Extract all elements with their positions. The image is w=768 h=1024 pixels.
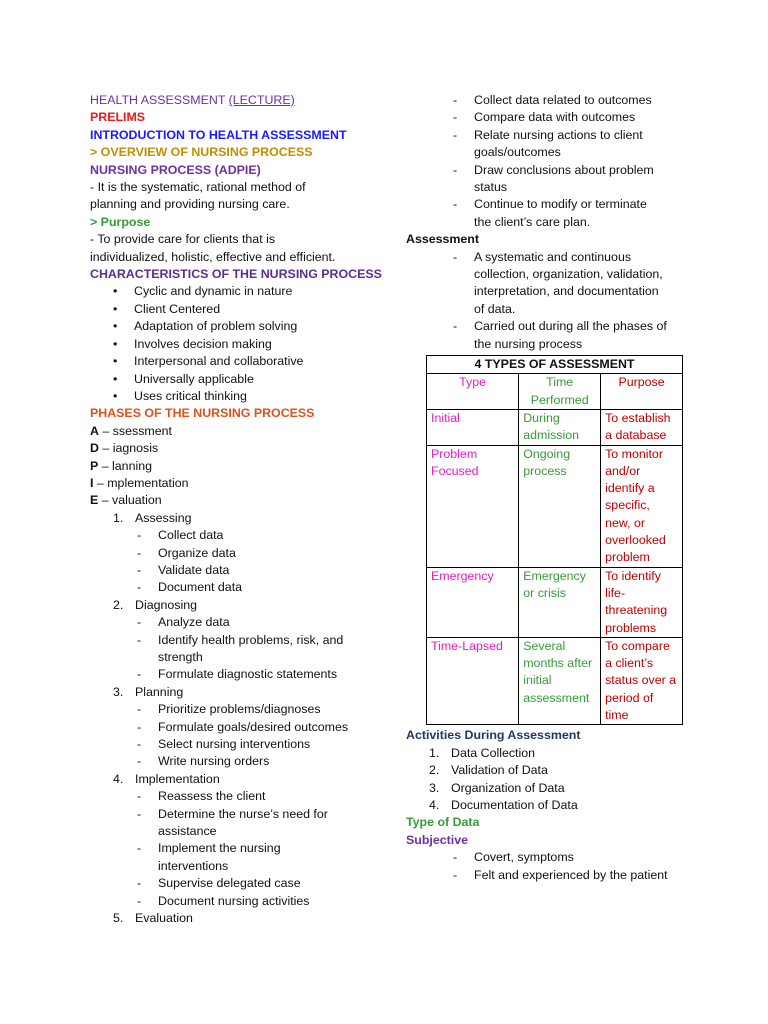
item-text: Felt and experienced by the patient: [474, 867, 668, 882]
dash-icon: -: [137, 789, 142, 804]
evaluation-item: [406, 179, 682, 196]
assessment-item: [406, 283, 682, 300]
dash-icon: -: [137, 632, 142, 647]
phases-list: [90, 510, 390, 928]
right-column: [406, 92, 682, 884]
assessment-item: [406, 249, 682, 266]
item-text: Assessing: [135, 510, 192, 525]
activity-number: 2.: [429, 763, 440, 778]
bullet-icon: •: [113, 301, 118, 316]
item-text: the nursing process: [474, 336, 583, 351]
dash-icon: -: [137, 719, 142, 734]
cell-time: Emergency or crisis: [519, 567, 601, 637]
subjective-items: [406, 849, 682, 884]
evaluation-item: [406, 127, 682, 144]
item-text: Write nursing orders: [158, 754, 270, 769]
purpose-line: - To provide care for clients that is: [90, 232, 276, 247]
dash-icon: -: [137, 806, 142, 821]
acronym-letter: A: [90, 423, 99, 438]
dash-icon: [90, 858, 158, 875]
item-text: Validate data: [158, 562, 230, 577]
item-text: Organization of Data: [451, 780, 565, 795]
item-text: interpretation, and documentation: [474, 284, 659, 299]
table-row: [427, 637, 683, 724]
phase-item: [90, 510, 390, 527]
title-main: HEALTH ASSESSMENT: [90, 93, 229, 107]
subjective-item: [406, 849, 682, 866]
definition-line: - It is the systematic, rational method of: [90, 180, 306, 195]
characteristic-item: [90, 388, 390, 405]
item-text: interventions: [158, 858, 229, 873]
item-text: Covert, symptoms: [474, 850, 574, 865]
dash-icon: [406, 336, 474, 353]
acronym-rest: – valuation: [98, 493, 162, 508]
dash-icon: -: [137, 562, 142, 577]
purpose-line: individualized, holistic, effective and efficient.: [90, 249, 336, 264]
cell-purpose: To establish a database: [601, 409, 683, 445]
phase-subitem: [90, 788, 390, 805]
item-text: Document data: [158, 580, 243, 595]
phase-subitem: [90, 806, 390, 823]
table-row: [427, 567, 683, 637]
cell-time: Several months after initial assessment: [519, 637, 601, 724]
item-text: Document nursing activities: [158, 893, 310, 908]
phase-number: 1.: [113, 510, 124, 525]
phase-subitem: [90, 719, 390, 736]
dash-icon: -: [453, 197, 458, 212]
dash-icon: -: [453, 162, 458, 177]
dash-icon: [406, 301, 474, 318]
dash-icon: -: [453, 249, 458, 264]
acronym-item: [90, 492, 390, 509]
item-text: Implementation: [135, 771, 220, 786]
item-text: Uses critical thinking: [134, 388, 247, 403]
dash-icon: -: [137, 737, 142, 752]
acronym-list: [90, 423, 390, 510]
intro-heading: INTRODUCTION TO HEALTH ASSESSMENT: [90, 127, 347, 142]
purpose-heading: > Purpose: [90, 214, 151, 229]
item-text: strength: [158, 650, 203, 664]
item-text: the client’s care plan.: [474, 214, 591, 229]
bullet-icon: •: [113, 371, 118, 386]
table-caption: 4 TYPES OF ASSESSMENT: [427, 356, 683, 374]
phase-number: 2.: [113, 597, 124, 612]
phase-subitem: [90, 562, 390, 579]
bullet-icon: •: [113, 354, 118, 369]
evaluation-item: [406, 109, 682, 126]
dash-icon: -: [453, 93, 458, 107]
item-text: Adaptation of problem solving: [134, 319, 298, 334]
acronym-item: [90, 475, 390, 492]
dash-icon: [90, 649, 158, 666]
phase-number: 5.: [113, 911, 124, 926]
dash-icon: -: [137, 702, 142, 717]
characteristic-item: [90, 283, 390, 300]
assessment-item: [406, 336, 682, 353]
item-text: assistance: [158, 824, 217, 839]
item-text: Collect data: [158, 528, 224, 543]
phase-item: [90, 597, 390, 614]
phase-subitem: [90, 579, 390, 596]
activity-item: [406, 780, 682, 797]
activity-item: [406, 797, 682, 814]
assessment-item: [406, 318, 682, 335]
bullet-icon: •: [113, 319, 118, 334]
phase-item: [90, 910, 390, 927]
item-text: Determine the nurse’s need for: [158, 806, 328, 821]
characteristic-item: [90, 371, 390, 388]
characteristics-heading: CHARACTERISTICS OF THE NURSING PROCESS: [90, 267, 382, 282]
item-text: collection, organization, validation,: [474, 267, 663, 282]
dash-icon: [406, 214, 474, 231]
assessment-heading: Assessment: [406, 232, 480, 247]
acronym-item: [90, 458, 390, 475]
doc-title: [90, 92, 390, 109]
header-type: Type: [427, 374, 519, 410]
assessment-item: [406, 301, 682, 318]
item-text: Relate nursing actions to client: [474, 127, 643, 142]
overview-heading: > OVERVIEW OF NURSING PROCESS: [90, 145, 313, 160]
bullet-icon: •: [113, 284, 118, 299]
dash-icon: -: [453, 127, 458, 142]
bullet-icon: •: [113, 388, 118, 403]
phase-subitem: [90, 545, 390, 562]
acronym-rest: – iagnosis: [98, 441, 159, 456]
dash-icon: -: [137, 580, 142, 595]
activities-list: [406, 745, 682, 815]
item-text: Formulate goals/desired outcomes: [158, 719, 349, 734]
item-text: Validation of Data: [451, 763, 548, 778]
left-column: [90, 92, 390, 928]
item-text: Involves decision making: [134, 336, 272, 351]
title-paren: (LECTURE): [228, 93, 295, 107]
cell-purpose: To identify life-threatening problems: [601, 567, 683, 637]
evaluation-item: [406, 196, 682, 213]
dash-icon: [90, 823, 158, 840]
characteristic-item: [90, 336, 390, 353]
cell-type: Problem Focused: [427, 445, 519, 567]
acronym-rest: – lanning: [98, 458, 153, 473]
item-text: Organize data: [158, 545, 236, 560]
item-text: Planning: [135, 684, 184, 699]
phase-subitem: [90, 753, 390, 770]
item-text: Draw conclusions about problem: [474, 162, 654, 177]
acronym-letter: E: [90, 493, 99, 508]
item-text: Evaluation: [135, 911, 193, 926]
dash-icon: -: [453, 867, 458, 882]
dash-icon: -: [453, 850, 458, 865]
item-text: Select nursing interventions: [158, 737, 311, 752]
cell-time: During admission: [519, 409, 601, 445]
subjective-heading: Subjective: [406, 832, 468, 847]
phase-subitem: [90, 875, 390, 892]
item-text: Compare data with outcomes: [474, 110, 636, 125]
acronym-rest: – ssessment: [98, 423, 172, 438]
dash-icon: [406, 283, 474, 300]
phase-subitem: [90, 823, 390, 840]
dash-icon: -: [137, 615, 142, 630]
dash-icon: [406, 266, 474, 283]
cell-time: Ongoing process: [519, 445, 601, 567]
evaluation-item: [406, 92, 682, 109]
dash-icon: -: [453, 319, 458, 334]
dash-icon: -: [137, 893, 142, 908]
phase-subitem: [90, 632, 390, 649]
table-row: [427, 445, 683, 567]
item-text: Data Collection: [451, 745, 536, 760]
item-text: Collect data related to outcomes: [474, 93, 652, 107]
acronym-item: [90, 423, 390, 440]
item-text: Client Centered: [134, 301, 221, 316]
item-text: of data.: [474, 301, 516, 316]
dash-icon: -: [137, 528, 142, 543]
evaluation-item: [406, 144, 682, 161]
header-purpose: Purpose: [601, 374, 683, 410]
cell-purpose: To monitor and/or identify a specific, new, or overlooked problem: [601, 445, 683, 567]
table-header-row: [427, 374, 683, 410]
item-text: Reassess the client: [158, 789, 266, 804]
dash-icon: [406, 179, 474, 196]
subjective-item: [406, 867, 682, 884]
acronym-rest: – mplementation: [93, 475, 189, 490]
item-text: status: [474, 180, 508, 195]
item-text: Prioritize problems/diagnoses: [158, 702, 321, 717]
assessment-item: [406, 266, 682, 283]
item-text: Implement the nursing: [158, 841, 281, 856]
cell-type: Emergency: [427, 567, 519, 637]
header-time-performed: Time Performed: [519, 374, 601, 410]
characteristic-item: [90, 301, 390, 318]
item-text: Diagnosing: [135, 597, 197, 612]
assessment-types-table: [426, 355, 683, 725]
cell-purpose: To compare a client’s status over a period of time: [601, 637, 683, 724]
table-caption-row: [427, 356, 683, 374]
dash-icon: -: [137, 545, 142, 560]
acronym-letter: I: [90, 475, 94, 490]
item-text: goals/outcomes: [474, 145, 561, 160]
assessment-items: [406, 249, 682, 353]
bullet-icon: •: [113, 336, 118, 351]
dash-icon: -: [137, 754, 142, 769]
phase-subitem: [90, 893, 390, 910]
phase-subitem: [90, 649, 390, 666]
table-body: [427, 409, 683, 724]
item-text: Identify health problems, risk, and: [158, 632, 344, 647]
characteristic-item: [90, 353, 390, 370]
cell-type: Initial: [427, 409, 519, 445]
dash-icon: [406, 144, 474, 161]
type-of-data-heading: Type of Data: [406, 815, 480, 830]
dash-icon: -: [137, 841, 142, 856]
activity-number: 1.: [429, 745, 440, 760]
phase-subitem: [90, 840, 390, 857]
acronym-letter: P: [90, 458, 99, 473]
item-text: Universally applicable: [134, 371, 254, 386]
phase-item: [90, 684, 390, 701]
phase-subitem: [90, 701, 390, 718]
phase-subitem: [90, 858, 390, 875]
phase-subitem: [90, 666, 390, 683]
acronym-letter: D: [90, 441, 99, 456]
item-text: Continue to modify or terminate: [474, 197, 647, 212]
evaluation-item: [406, 162, 682, 179]
dash-icon: -: [453, 110, 458, 125]
item-text: Cyclic and dynamic in nature: [134, 284, 293, 299]
cell-type: Time-Lapsed: [427, 637, 519, 724]
evaluation-items: [406, 92, 682, 231]
dash-icon: -: [137, 876, 142, 891]
item-text: Carried out during all the phases of: [474, 319, 667, 334]
phase-item: [90, 771, 390, 788]
phase-subitem: [90, 527, 390, 544]
phase-number: 3.: [113, 684, 124, 699]
phase-subitem: [90, 614, 390, 631]
phases-heading: PHASES OF THE NURSING PROCESS: [90, 406, 315, 421]
definition-line: planning and providing nursing care.: [90, 197, 290, 212]
evaluation-item: [406, 214, 682, 231]
item-text: Interpersonal and collaborative: [134, 354, 304, 369]
item-text: Formulate diagnostic statements: [158, 667, 338, 682]
acronym-item: [90, 440, 390, 457]
activity-item: [406, 762, 682, 779]
activities-heading: Activities During Assessment: [406, 728, 581, 743]
item-text: Documentation of Data: [451, 797, 578, 812]
phase-number: 4.: [113, 771, 124, 786]
characteristics-list: [90, 283, 390, 405]
item-text: Analyze data: [158, 615, 230, 630]
table-row: [427, 409, 683, 445]
activity-number: 4.: [429, 797, 440, 812]
phase-subitem: [90, 736, 390, 753]
activity-item: [406, 745, 682, 762]
activity-number: 3.: [429, 780, 440, 795]
prelims-heading: PRELIMS: [90, 110, 146, 125]
item-text: Supervise delegated case: [158, 876, 301, 891]
item-text: A systematic and continuous: [474, 249, 632, 264]
characteristic-item: [90, 318, 390, 335]
adpie-heading: NURSING PROCESS (ADPIE): [90, 162, 261, 177]
dash-icon: -: [137, 667, 142, 682]
